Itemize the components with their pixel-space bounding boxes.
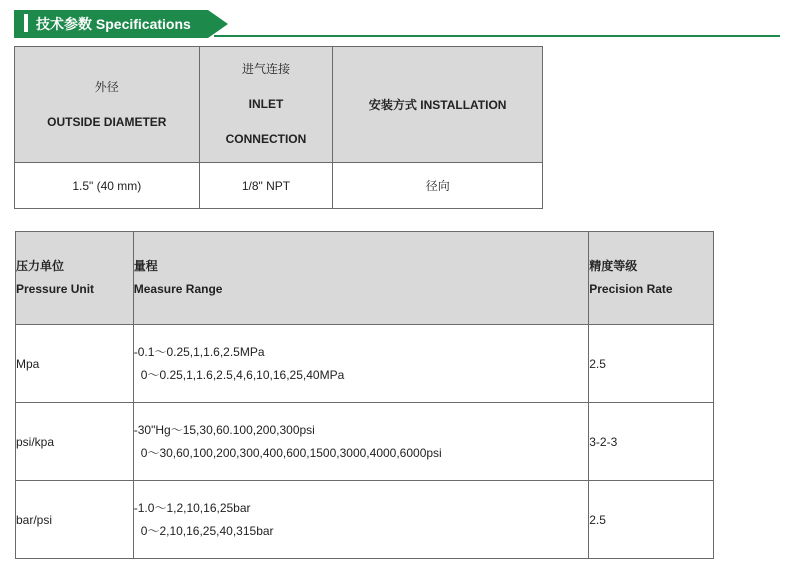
- header-installation: 安装方式 INSTALLATION: [333, 47, 543, 163]
- section-header: [14, 10, 780, 38]
- spec-table: [14, 46, 543, 209]
- section-title: [24, 10, 191, 38]
- header-precision-rate-zh: 精度等级: [589, 259, 638, 273]
- range-line-2: 0～0.25,1,1.6,2.5,4,6,10,16,25,40MPa: [140, 367, 345, 382]
- cell-inlet-connection: 1/8" NPT: [199, 163, 333, 209]
- header-inlet-en-1: INLET: [248, 97, 284, 111]
- range-line-2: 0～30,60,100,200,300,400,600,1500,3000,4000,6000psi: [140, 445, 442, 460]
- cell-installation: 径向: [333, 163, 543, 209]
- header-outside-diameter-en: OUTSIDE DIAMETER: [47, 114, 167, 129]
- range-line-1: -1.0～1,2,10,16,25bar: [133, 500, 251, 515]
- header-pressure-unit-zh: 压力单位: [16, 259, 65, 273]
- header-measure-range: [133, 232, 588, 325]
- header-outside-diameter-zh: 外径: [94, 79, 119, 94]
- header-inlet-connection: [199, 47, 333, 163]
- header-pressure-unit-en: Pressure Unit: [16, 282, 95, 296]
- header-measure-range-zh: 量程: [133, 259, 158, 273]
- cell-unit: bar/psi: [16, 481, 134, 559]
- cell-range: [133, 403, 588, 481]
- cell-precision: 2.5: [589, 481, 714, 559]
- cell-precision: 2.5: [589, 325, 714, 403]
- cell-precision: 3-2-3: [589, 403, 714, 481]
- range-line-2: 0～2,10,16,25,40,315bar: [140, 523, 274, 538]
- table-row: [16, 325, 714, 403]
- range-line-1: -30"Hg～15,30,60.100,200,300psi: [133, 422, 315, 437]
- header-pressure-unit: [16, 232, 134, 325]
- range-line-1: -0.1～0.25,1,1.6,2.5MPa: [133, 344, 265, 359]
- header-precision-rate-en: Precision Rate: [589, 282, 673, 296]
- table-row: [16, 403, 714, 481]
- range-header-row: [16, 232, 714, 325]
- spec-data-row: [15, 163, 543, 209]
- cell-range: [133, 325, 588, 403]
- header-measure-range-en: Measure Range: [133, 282, 223, 296]
- spec-header-row: [15, 47, 543, 163]
- cell-unit: Mpa: [16, 325, 134, 403]
- header-inlet-en-2: CONNECTION: [225, 132, 307, 146]
- table-row: [16, 481, 714, 559]
- header-precision-rate: [589, 232, 714, 325]
- cell-outside-diameter: 1.5" (40 mm): [15, 163, 200, 209]
- section-title-text: 技术参数 Specifications: [36, 16, 191, 32]
- cell-range: [133, 481, 588, 559]
- section-underline: [214, 35, 780, 37]
- title-accent-bar: [24, 14, 28, 32]
- header-outside-diameter: [15, 47, 200, 163]
- cell-unit: psi/kpa: [16, 403, 134, 481]
- header-inlet-zh: 进气连接: [241, 62, 290, 76]
- range-table: [15, 231, 714, 559]
